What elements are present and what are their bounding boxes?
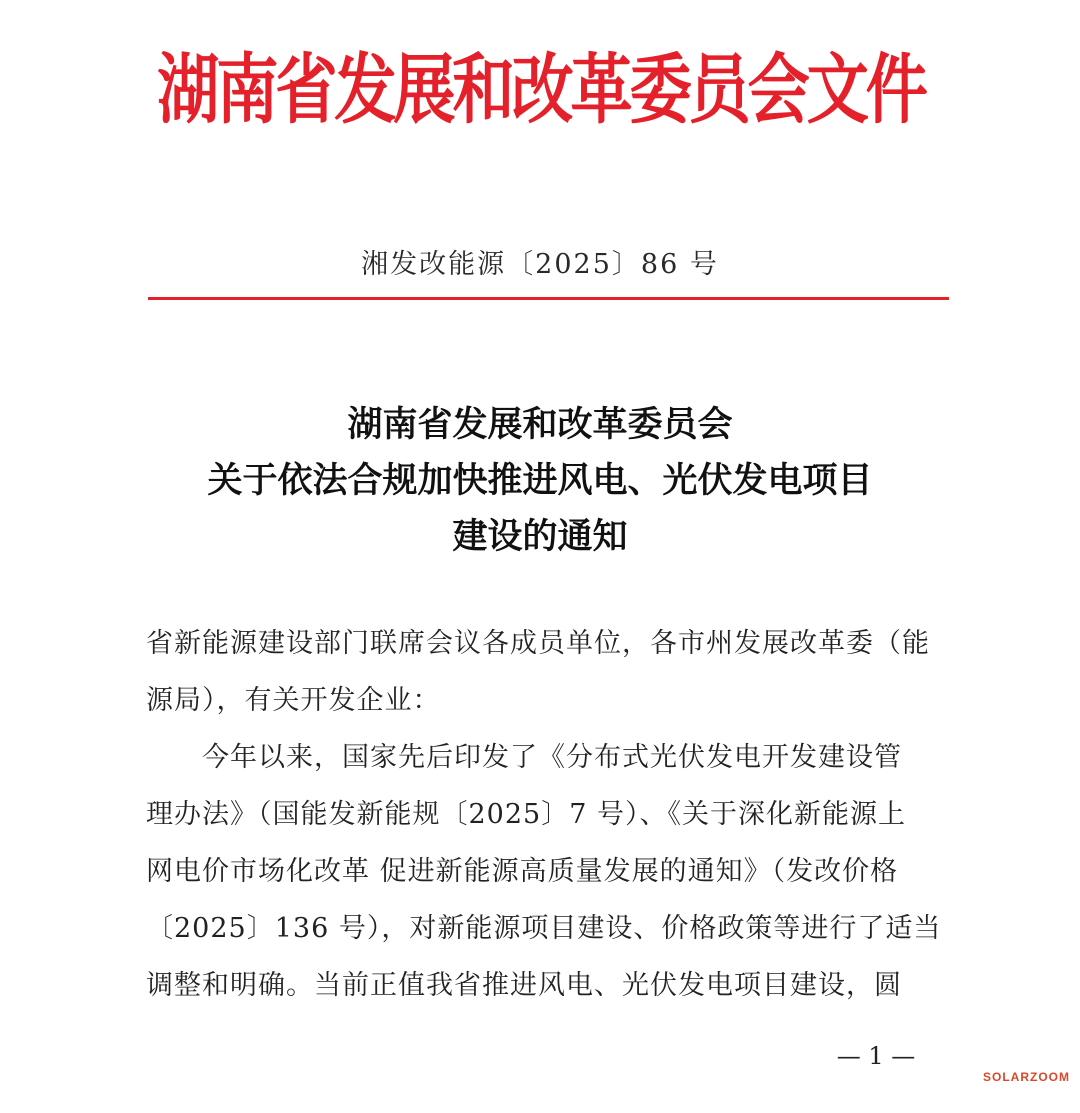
- issuer-header-title: 湖南省发展和改革委员会文件: [157, 45, 925, 134]
- title-line: 关于依法合规加快推进风电、光伏发电项目: [207, 460, 873, 501]
- addressee-line: 省新能源建设部门联席会议各成员单位，各市州发展改革委（能: [146, 628, 930, 659]
- page-number: — 1 —: [836, 1042, 916, 1070]
- paragraph-line: 今年以来，国家先后印发了《分布式光伏发电开发建设管: [202, 742, 902, 773]
- paragraph-line: 网电价市场化改革 促进新能源高质量发展的通知》（发改价格: [146, 856, 899, 887]
- addressee-line: 源局），有关开发企业：: [146, 685, 441, 716]
- paragraph-line: 调整和明确。当前正值我省推进风电、光伏发电项目建设，圆: [146, 970, 902, 1001]
- document-number: 湘发改能源〔2025〕86 号: [361, 249, 719, 280]
- red-separator-line: [148, 297, 949, 300]
- document-title: [0, 397, 1080, 565]
- watermark-logo: SOLARZOOM: [983, 1070, 1070, 1084]
- title-line: 湖南省发展和改革委员会: [347, 404, 733, 445]
- paragraph-line: 理办法》（国能发新能规〔2025〕7 号）、《关于深化新能源上: [146, 799, 906, 830]
- title-line: 建设的通知: [452, 516, 628, 557]
- document-body: [146, 615, 946, 1014]
- paragraph-line: 〔2025〕136 号），对新能源项目建设、价格政策等进行了适当: [146, 913, 942, 944]
